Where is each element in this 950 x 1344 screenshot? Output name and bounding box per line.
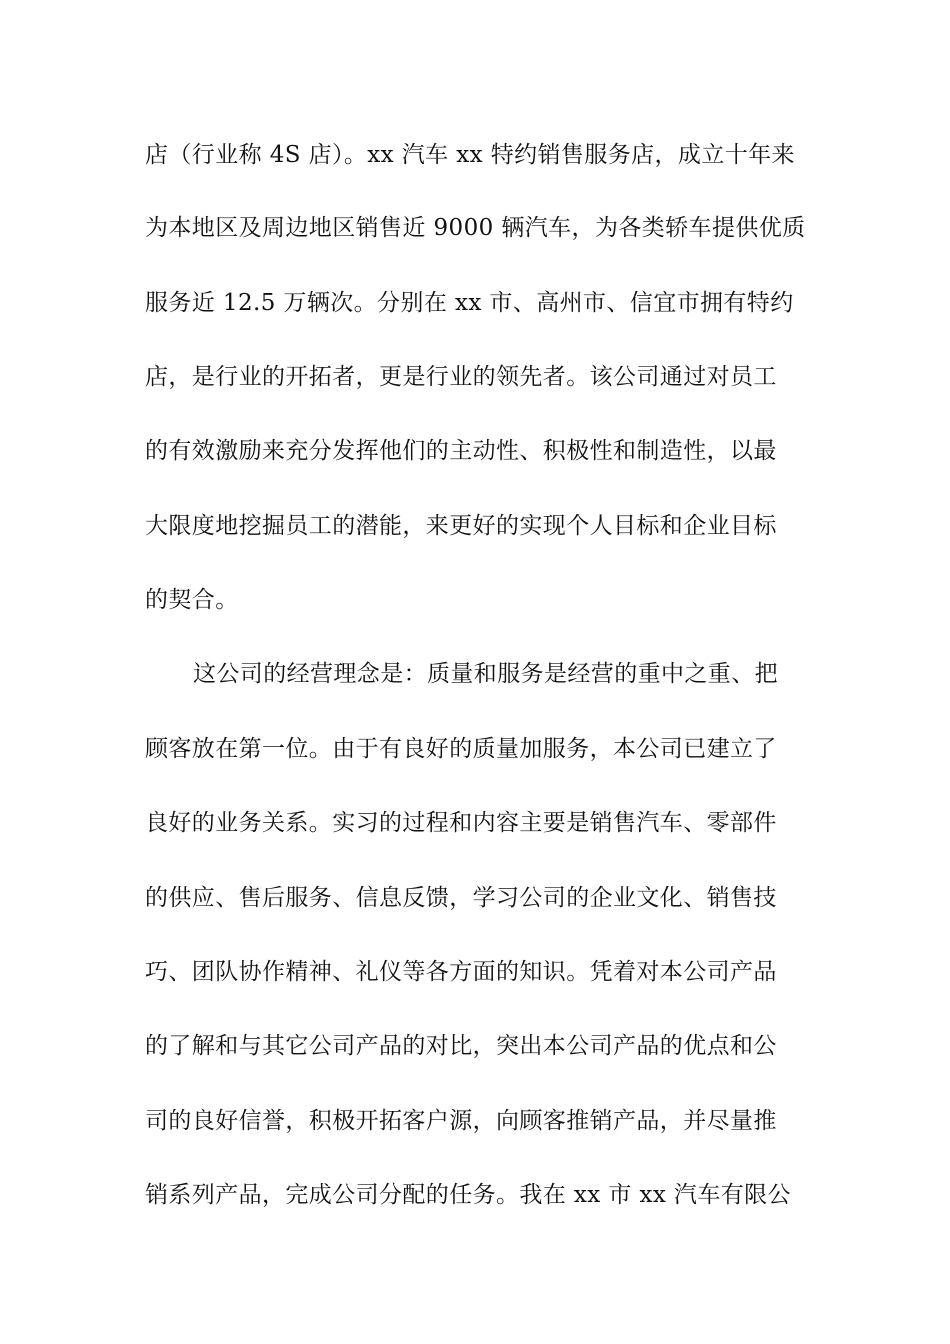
paragraph-2-line-3: 良好的业务关系。实习的过程和内容主要是销售汽车、零部件 (145, 810, 777, 836)
paragraph-1-line-3: 服务近 12.5 万辆次。分别在 xx 市、高州市、信宜市拥有特约 (145, 290, 794, 316)
paragraph-2-line-1: 这公司的经营理念是：质量和服务是经营的重中之重、把 (193, 661, 778, 687)
paragraph-2-line-8: 销系列产品，完成公司分配的任务。我在 xx 市 xx 汽车有限公 (145, 1182, 791, 1208)
paragraph-1-line-5: 的有效激励来充分发挥他们的主动性、积极性和制造性，以最 (145, 438, 777, 464)
paragraph-2-line-7: 司的良好信誉，积极开拓客户源，向顾客推销产品，并尽量推 (145, 1108, 777, 1134)
paragraph-2-line-6: 的了解和与其它公司产品的对比，突出本公司产品的优点和公 (145, 1033, 777, 1059)
paragraph-1-line-2: 为本地区及周边地区销售近 9000 辆汽车，为各类轿车提供优质 (145, 215, 806, 241)
paragraph-1-line-1: 店（行业称 4S 店）。xx 汽车 xx 特约销售服务店，成立十年来 (145, 142, 795, 168)
paragraph-1-line-7: 的契合。 (145, 587, 239, 613)
paragraph-1-line-4: 店，是行业的开拓者，更是行业的领先者。该公司通过对员工 (145, 364, 777, 390)
paragraph-1-line-6: 大限度地挖掘员工的潜能，来更好的实现个人目标和企业目标 (145, 513, 777, 539)
paragraph-2-line-2: 顾客放在第一位。由于有良好的质量加服务，本公司已建立了 (145, 736, 777, 762)
paragraph-2-line-5: 巧、团队协作精神、礼仪等各方面的知识。凭着对本公司产品 (145, 959, 777, 985)
paragraph-2-line-4: 的供应、售后服务、信息反馈，学习公司的企业文化、销售技 (145, 885, 777, 911)
